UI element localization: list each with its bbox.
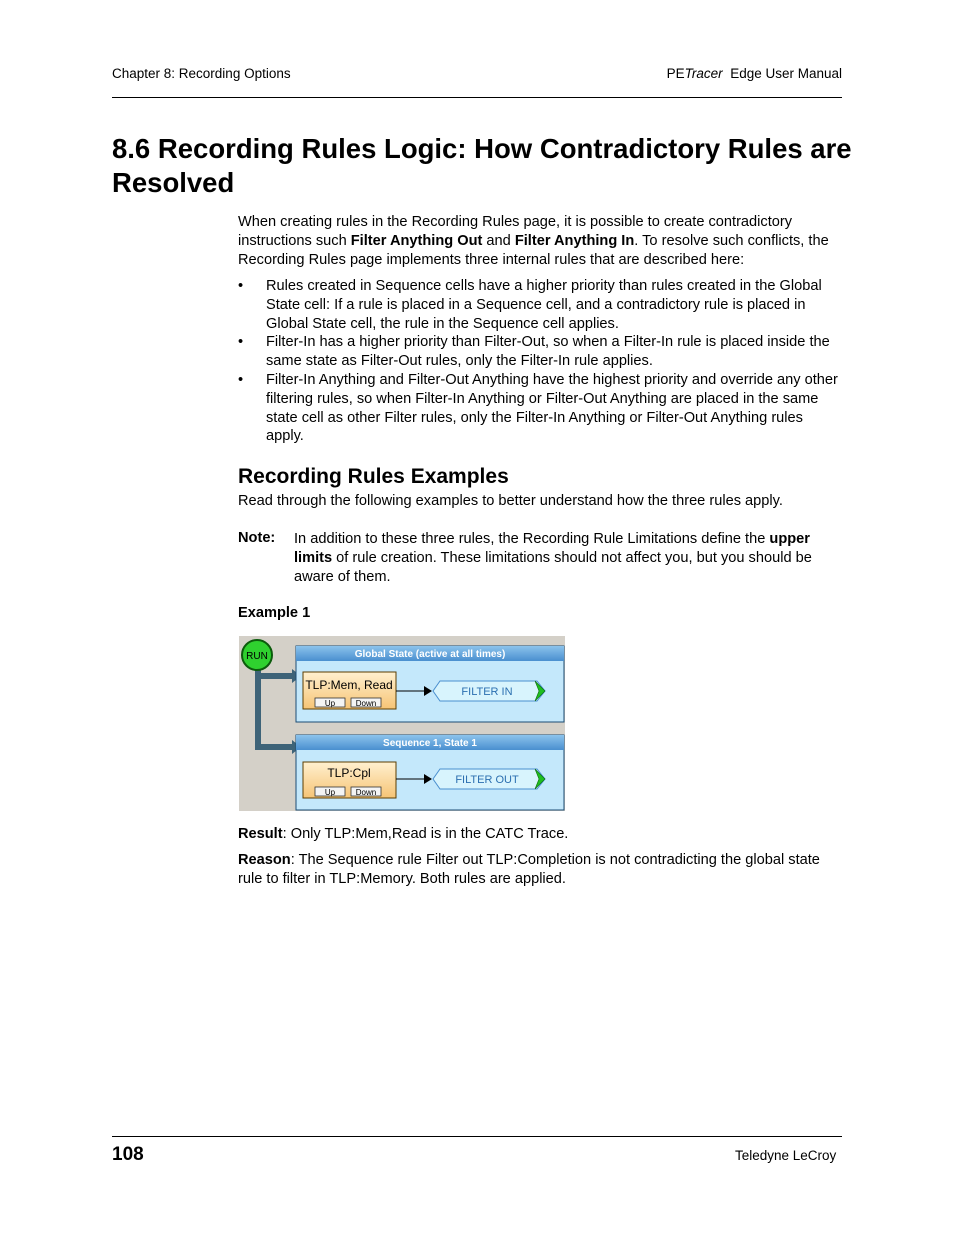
sequence-event-label: TLP:Cpl [327, 766, 371, 780]
result-label: Result [238, 826, 283, 842]
result-text: : Only TLP:Mem,Read is in the CATC Trace. [282, 826, 569, 842]
examples-heading: Recording Rules Examples [238, 465, 509, 488]
list-item [238, 371, 844, 446]
list-item [238, 277, 844, 333]
list-item-text: Rules created in Sequence cells have a higher priority than rules created in the Global State cell: If a rule is placed in a Sequence cell, and a contradictory rule is placed in Global State cell, the rule in the Sequence cell applies. [266, 278, 822, 332]
intro-paragraph [238, 213, 844, 269]
up-button-label: Up [324, 788, 336, 797]
list-item-text: Filter-In has a higher priority than Filter-Out, so when a Filter-In rule is placed inside the same state as Filter-Out rules, only the Filter-In rule applies. [266, 334, 830, 370]
note-text-1: In addition to these three rules, the Recording Rule Limitations define the [294, 531, 770, 547]
bullet-marker: • [238, 334, 244, 351]
note-bold: upper limits [294, 531, 810, 566]
header-manual-title [667, 66, 842, 81]
recording-rules-figure [239, 636, 565, 811]
examples-intro: Read through the following examples to better understand how the three rules apply. [238, 493, 783, 509]
example-label: Example 1 [238, 605, 311, 621]
run-label: RUN [246, 651, 268, 662]
footer-company: Teledyne LeCroy [735, 1148, 837, 1163]
up-button-label: Up [324, 699, 336, 708]
list-item-text: Filter-In Anything and Filter-Out Anything have the highest priority and override any other filtering rules, so when Filter-In Anything or Filter-Out Anything are placed in the same state cell as other Filter rules, only the Filter-In Anything or Filter-Out Anything rules apply. [266, 371, 838, 445]
bullet-marker: • [238, 371, 244, 388]
connector-line [258, 668, 295, 747]
bullet-marker: • [238, 278, 244, 294]
note-label: Note: [238, 530, 276, 546]
list-item [238, 333, 844, 371]
header-rule [112, 97, 842, 98]
intro-bold-1: Filter Anything Out [350, 232, 483, 249]
down-button-label: Down [355, 788, 377, 797]
note-text [294, 530, 834, 586]
sequence-state-title: Sequence 1, State 1 [383, 738, 477, 749]
down-button-label: Down [355, 699, 377, 708]
reason-text: : The Sequence rule Filter out TLP:Completion is not contradicting the global state rule to filter in TLP:Memory. Both rules are applied. [238, 851, 820, 887]
global-state-title: Global State (active at all times) [354, 649, 506, 660]
global-event-label: TLP:Mem, Read [305, 678, 393, 692]
header-manual-pe: PE [666, 66, 685, 81]
reason-label: Reason [238, 851, 291, 868]
filter-out-label: FILTER OUT [455, 774, 519, 786]
page-title: 8.6 Recording Rules Logic: How Contradictory Rules are Resolved [112, 133, 852, 198]
header-manual-rest: Edge User Manual [730, 66, 842, 81]
footer-rule [112, 1136, 842, 1137]
intro-text-2: and [482, 232, 515, 249]
rules-list [238, 277, 844, 446]
header-manual-tracer: Tracer [684, 66, 723, 81]
header-chapter: Chapter 8: Recording Options [112, 66, 291, 81]
note-text-2: of rule creation. These limitations should not affect you, but you should be aware of them. [294, 549, 812, 585]
intro-text-1: When creating rules in the Recording Rules page, it is possible to create contradictory instructions such [238, 214, 793, 249]
filter-in-label: FILTER IN [461, 686, 513, 698]
page-number: 108 [112, 1144, 144, 1165]
intro-text-3: . To resolve such conflicts, the Recording Rules page implements three internal rules that are described here: [238, 232, 829, 268]
intro-bold-2: Filter Anything In [514, 232, 635, 249]
result-reason [238, 825, 844, 890]
